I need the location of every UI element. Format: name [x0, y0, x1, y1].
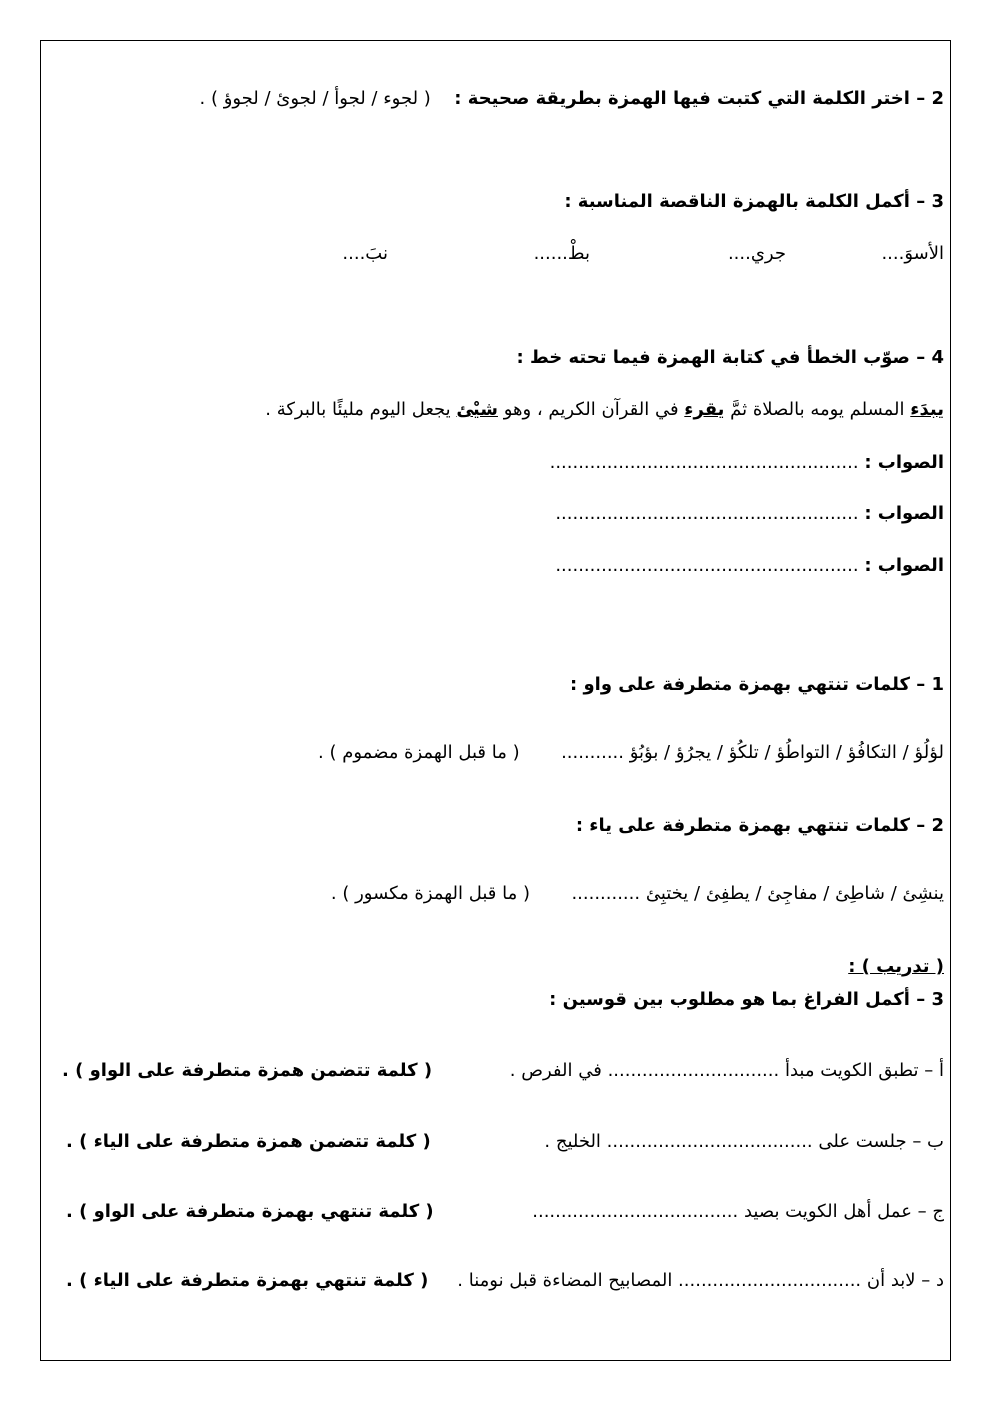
page-border	[40, 40, 951, 1361]
sentence-part-1: المسلم يومه بالصلاة ثمَّ	[724, 399, 911, 420]
section-1-note: ( ما قبل الهمزة مضموم ) .	[318, 742, 520, 763]
question-4-text: – صوّب الخطأ في كتابة الهمزة فيما تحته خط :	[516, 347, 932, 368]
practice-item-a-hint: ( كلمة تتضمن همزة متطرفة على الواو ) .	[62, 1060, 433, 1081]
section-2-examples	[331, 881, 944, 907]
practice-item-d: د – لابد أن ................................ المصابيح المضاءة قبل نومنا .	[457, 1270, 944, 1291]
underlined-word-1: يبدَء	[910, 399, 944, 420]
question-3-word-2: جري....	[727, 243, 786, 264]
question-3	[564, 189, 944, 215]
practice-number: 3	[931, 989, 944, 1010]
answer-blank: .....................................................	[555, 555, 859, 576]
section-1-number: 1	[931, 674, 944, 695]
section-1-heading	[570, 672, 944, 698]
practice-heading	[549, 987, 944, 1013]
practice-title	[848, 954, 944, 980]
answer-label: الصواب :	[864, 452, 944, 473]
practice-item-a: أ – تطبق الكويت مبدأ .............................. في الفرص .	[509, 1060, 944, 1081]
section-1-examples	[318, 740, 944, 766]
section-2-text: – كلمات تنتهي بهمزة متطرفة على ياء :	[575, 815, 932, 836]
practice-item-c: ج – عمل أهل الكويت بصيد ....................................	[532, 1201, 944, 1222]
question-2-options: ( لجوء / لجوأ / لجوئ / لجوؤ ) .	[199, 88, 431, 109]
answer-label: الصواب :	[864, 503, 944, 524]
answer-line-3	[555, 553, 944, 579]
question-3-number: 3	[931, 191, 944, 212]
practice-item-d-hint: ( كلمة تنتهي بهمزة متطرفة على الياء ) .	[66, 1270, 429, 1291]
question-2	[200, 86, 945, 112]
practice-item-b-hint: ( كلمة تتضمن همزة متطرفة على الياء ) .	[66, 1131, 431, 1152]
section-1-example-words: لؤلُؤ / التكافُؤ / التواطُؤ / تلكُؤ / يجرُؤ / بؤبُؤ ...........	[561, 742, 944, 763]
answer-blank: .....................................................	[555, 503, 859, 524]
practice-item-b: ب – جلست على .................................... الخليج .	[544, 1131, 944, 1152]
section-2-heading	[576, 813, 944, 839]
section-2-example-words: ينشِئ / شاطِئ / مفاجِئ / يطفِئ / يختبِئ ............	[571, 883, 944, 904]
section-2-note: ( ما قبل الهمزة مكسور ) .	[330, 883, 530, 904]
question-4-number: 4	[931, 347, 944, 368]
question-2-text: – اختر الكلمة التي كتبت فيها الهمزة بطريقة صحيحة :	[454, 88, 932, 109]
sentence-part-3: يجعل اليوم مليئًا بالبركة .	[265, 399, 457, 420]
underlined-word-2: يقرء	[684, 399, 725, 420]
question-3-word-1: الأسوَ....	[881, 243, 944, 264]
question-3-word-3: بطْ......	[533, 243, 590, 264]
answer-blank: ......................................................	[549, 452, 859, 473]
question-4	[516, 345, 944, 371]
answer-line-1	[550, 450, 944, 476]
answer-line-2	[555, 501, 944, 527]
section-1-text: – كلمات تنتهي بهمزة متطرفة على واو :	[570, 674, 932, 695]
practice-item-c-hint: ( كلمة تنتهي بهمزة متطرفة على الواو ) .	[66, 1201, 434, 1222]
question-4-sentence	[265, 397, 944, 423]
sentence-part-2: في القرآن الكريم ، وهو	[497, 399, 685, 420]
question-2-number: 2	[931, 88, 944, 109]
underlined-word-3: شيْئ	[456, 399, 498, 420]
section-2-number: 2	[931, 815, 944, 836]
practice-title-text: ( تدريب ) :	[848, 956, 944, 977]
question-3-text: – أكمل الكلمة بالهمزة الناقصة المناسبة :	[564, 191, 932, 212]
question-3-word-4: نبَ....	[342, 243, 388, 264]
answer-label: الصواب :	[864, 555, 944, 576]
practice-text: – أكمل الفراغ بما هو مطلوب بين قوسين :	[549, 989, 932, 1010]
